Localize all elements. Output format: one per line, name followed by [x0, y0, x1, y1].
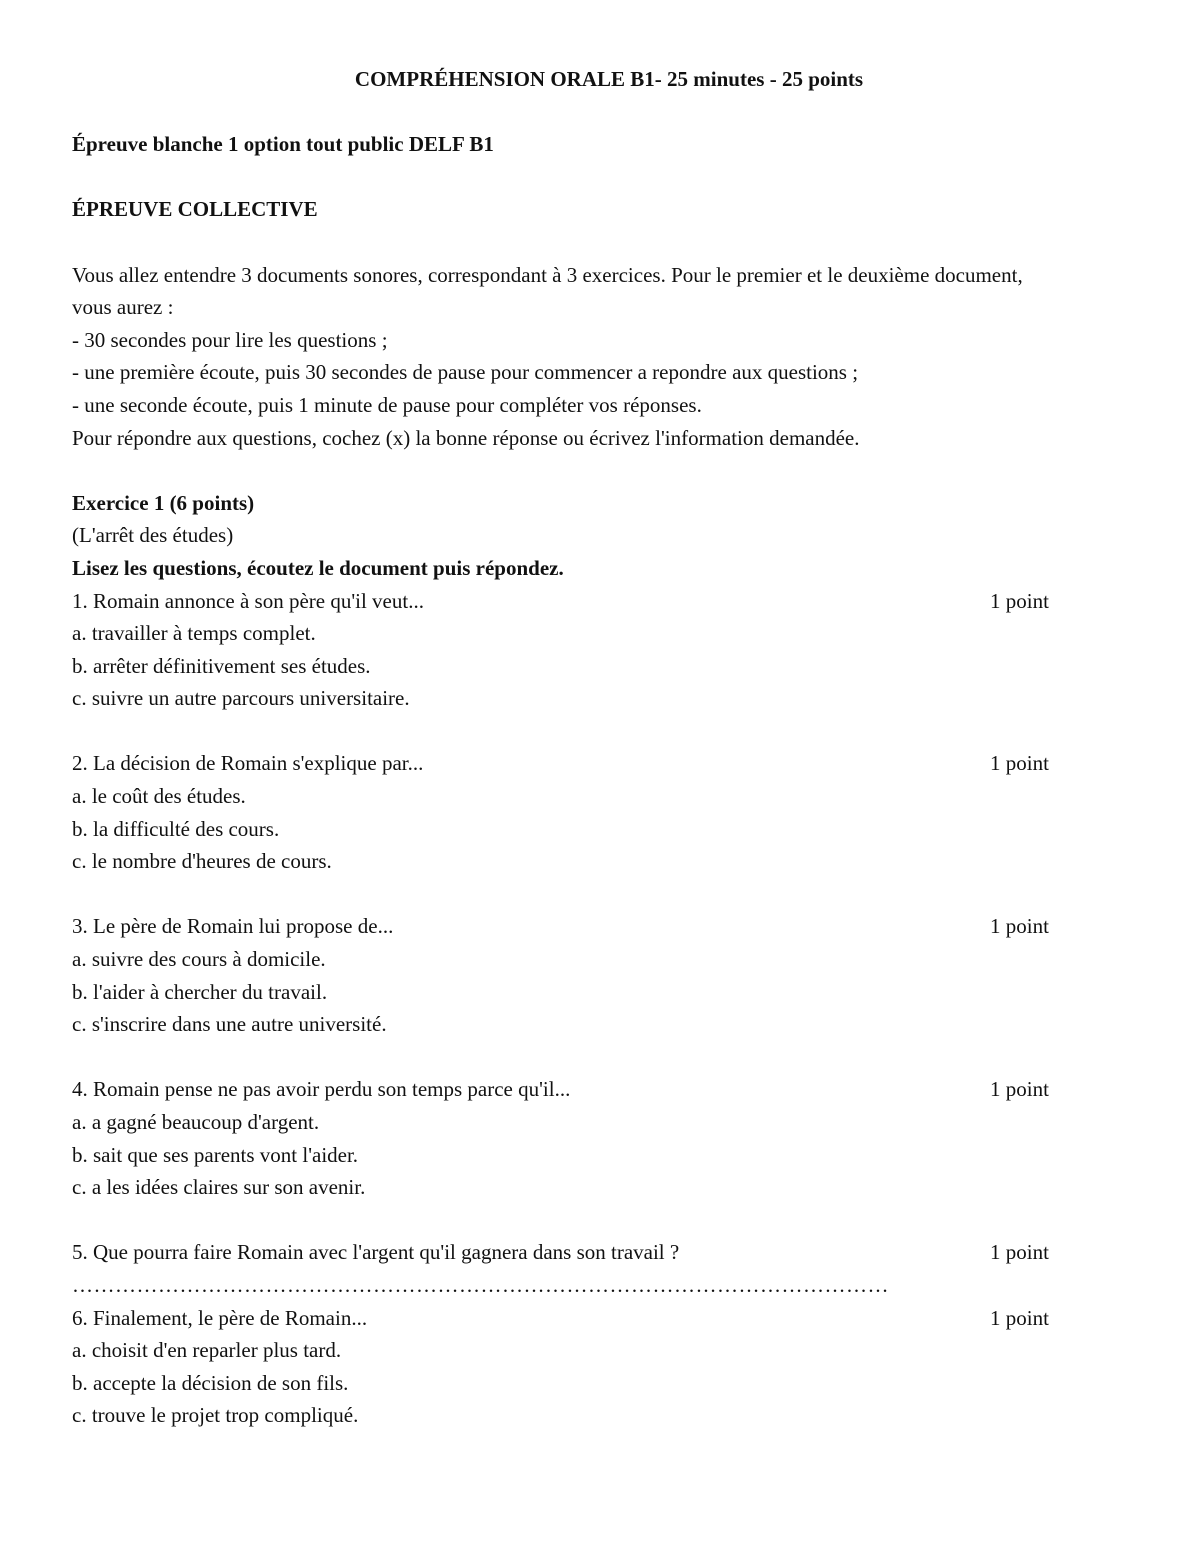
question-points: 1 point — [990, 1240, 1049, 1265]
question-text: 1. Romain annonce à son père qu'il veut... — [72, 588, 424, 613]
answer-option[interactable]: c. suivre un autre parcours universitaire. — [72, 686, 410, 711]
question-6 — [72, 1302, 1142, 1335]
answer-option[interactable]: a. le coût des études. — [72, 784, 246, 809]
answer-option[interactable]: c. le nombre d'heures de cours. — [72, 849, 332, 874]
question-points: 1 point — [990, 914, 1049, 939]
question-text: 5. Que pourra faire Romain avec l'argent qu'il gagnera dans son travail ? — [72, 1240, 680, 1265]
question-text: 3. Le père de Romain lui propose de... — [72, 914, 394, 939]
question-points: 1 point — [990, 1077, 1049, 1102]
answer-option[interactable]: b. la difficulté des cours. — [72, 816, 280, 841]
question-4 — [72, 1073, 1142, 1106]
answer-option[interactable]: c. a les idées claires sur son avenir. — [72, 1175, 366, 1200]
question-points: 1 point — [990, 751, 1049, 776]
document-page — [72, 63, 1142, 1432]
instructions-intro-line-2: vous aurez : — [72, 295, 174, 320]
section-heading: ÉPREUVE COLLECTIVE — [72, 197, 318, 222]
answer-option[interactable]: c. trouve le projet trop compliqué. — [72, 1403, 359, 1428]
spacer — [72, 715, 1142, 748]
spacer — [72, 454, 1142, 487]
answer-option[interactable]: b. sait que ses parents vont l'aider. — [72, 1142, 359, 1167]
question-text: 2. La décision de Romain s'explique par... — [72, 751, 424, 776]
exercise-title: Exercice 1 (6 points) — [72, 490, 255, 515]
answer-option[interactable]: c. s'inscrire dans une autre université. — [72, 1012, 387, 1037]
answer-option[interactable]: a. travailler à temps complet. — [72, 621, 316, 646]
answer-option[interactable]: b. accepte la décision de son fils. — [72, 1370, 349, 1395]
question-text: 4. Romain pense ne pas avoir perdu son temps parce qu'il... — [72, 1077, 571, 1102]
answer-instruction: Pour répondre aux questions, cochez (x) la bonne réponse ou écrivez l'information demandée. — [72, 425, 860, 450]
exercise-directive: Lisez les questions, écoutez le document puis répondez. — [72, 555, 564, 580]
spacer — [72, 1041, 1142, 1074]
answer-option[interactable]: a. a gagné beaucoup d'argent. — [72, 1110, 320, 1134]
answer-line[interactable]: …………………………………………………………………………………………………… — [72, 1272, 889, 1297]
spacer — [72, 96, 1142, 129]
answer-option[interactable]: a. suivre des cours à domicile. — [72, 947, 326, 972]
document-subtitle: Épreuve blanche 1 option tout public DELF B1 — [72, 132, 494, 157]
instruction-bullet: - une seconde écoute, puis 1 minute de pause pour compléter vos réponses. — [72, 392, 702, 417]
spacer — [72, 1204, 1142, 1237]
spacer — [72, 226, 1142, 259]
question-3 — [72, 910, 1142, 943]
question-text: 6. Finalement, le père de Romain... — [72, 1305, 368, 1330]
question-points: 1 point — [990, 588, 1049, 613]
instructions-intro-line-1: Vous allez entendre 3 documents sonores, correspondant à 3 exercices. Pour le premier et le deuxième document, — [72, 262, 1023, 287]
spacer — [72, 161, 1142, 194]
question-5 — [72, 1236, 1142, 1269]
question-2 — [72, 747, 1142, 780]
answer-option[interactable]: b. l'aider à chercher du travail. — [72, 979, 328, 1004]
spacer — [72, 878, 1142, 911]
instruction-bullet: - 30 secondes pour lire les questions ; — [72, 327, 388, 352]
question-points: 1 point — [990, 1305, 1049, 1330]
answer-option[interactable]: b. arrêter définitivement ses études. — [72, 653, 371, 678]
instruction-bullet: - une première écoute, puis 30 secondes de pause pour commencer a repondre aux questions ; — [72, 360, 859, 385]
question-1 — [72, 585, 1142, 618]
document-title: COMPRÉHENSION ORALE B1- 25 minutes - 25 points — [354, 67, 864, 91]
answer-option[interactable]: a. choisit d'en reparler plus tard. — [72, 1338, 342, 1363]
exercise-topic: (L'arrêt des études) — [72, 523, 234, 548]
